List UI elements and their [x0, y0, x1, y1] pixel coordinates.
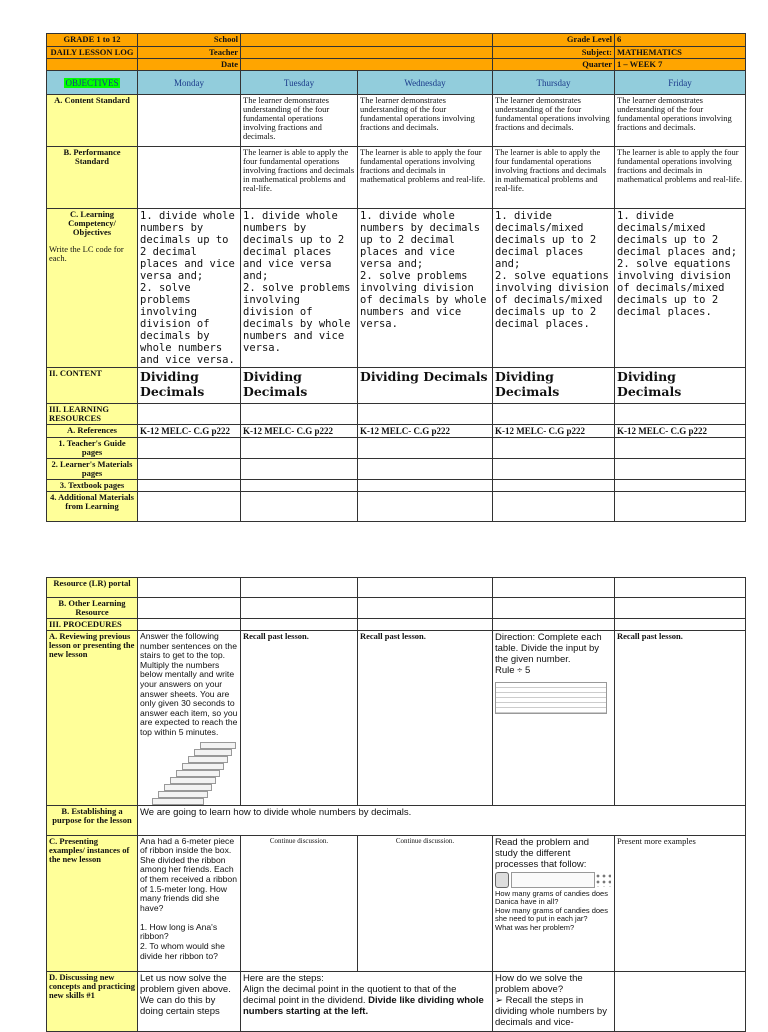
review-thu-cell	[493, 631, 615, 806]
day-thursday: Thursday	[493, 71, 615, 95]
review-fri: Recall past lesson.	[615, 631, 746, 806]
competency-label-cell	[47, 209, 138, 368]
performance-standard-fri: The learner is able to apply the four fundamental operations involving fractions and decimals in mathematical problems and real-life.	[615, 147, 746, 209]
content-wed: Dividing Decimals	[358, 368, 493, 404]
content-standard-label: A. Content Standard	[47, 95, 138, 147]
review-wed: Recall past lesson.	[358, 631, 493, 806]
content-standard-wed: The learner demonstrates understanding of the four fundamental operations involving fractions and decimals.	[358, 95, 493, 147]
examples-tue: Continue discussion.	[241, 835, 358, 971]
log-title: DAILY LESSON LOG	[47, 47, 138, 59]
lesson-log-table-bottom	[46, 577, 746, 1032]
procedures-label: III. PROCEDURES	[47, 619, 138, 631]
day-monday: Monday	[138, 71, 241, 95]
review-mon-cell	[138, 631, 241, 806]
performance-standard-label: B. Performance Standard	[47, 147, 138, 209]
lesson-log-table-top	[46, 33, 746, 522]
content-thu: Dividing Decimals	[493, 368, 615, 404]
content-fri: Dividing Decimals	[615, 368, 746, 404]
content-tue: Dividing Decimals	[241, 368, 358, 404]
discuss-tue-divide: Divide like dividing whole numbers starting at the left.	[243, 994, 484, 1017]
content-standard-thu: The learner demonstrates understanding of the four fundamental operations involving fractions and decimals.	[493, 95, 615, 147]
learners-materials-label: 2. Learner's Materials pages	[47, 459, 138, 480]
competency-mon: 1. divide whole numbers by decimals up to 2 decimal places and vice versa and; 2. solve problems involving division of decimals by whole numbers and vice versa.	[138, 209, 241, 368]
references-fri: K-12 MELC- C.G p222	[615, 425, 746, 438]
content-mon: Dividing Decimals	[138, 368, 241, 404]
other-resource-label: B. Other Learning Resource	[47, 598, 138, 619]
references-wed: K-12 MELC- C.G p222	[358, 425, 493, 438]
references-tue: K-12 MELC- C.G p222	[241, 425, 358, 438]
school-label: School	[138, 34, 241, 47]
examples-thu-questions: How many grams of candies does Danica have in all? How many grams of candies does she need to put in each jar? What was her problem?	[495, 888, 608, 932]
competency-thu: 1. divide decimals/mixed decimals up to 2 decimal places and; 2. solve equations involving division of decimals/mixed decimals up to 2 decimal places.	[493, 209, 615, 368]
discuss-tue-cell	[241, 971, 493, 1031]
grade-level-label: Grade Level	[493, 34, 615, 47]
stairs-image	[140, 742, 238, 804]
competency-tue: 1. divide whole numbers by decimals up to 2 decimal places and vice versa and; 2. solve problems involving division of decimals by whole numbers and vice versa.	[241, 209, 358, 368]
discuss-thu: How do we solve the problem above? ➢ Recall the steps in dividing whole numbers by decimals and vice-	[493, 971, 615, 1031]
subject-value: MATHEMATICS	[615, 47, 746, 59]
candy-problem-image	[495, 872, 612, 888]
references-thu: K-12 MELC- C.G p222	[493, 425, 615, 438]
objectives-heading: OBJECTIVES	[47, 71, 138, 95]
references-mon: K-12 MELC- C.G p222	[138, 425, 241, 438]
teacher-value[interactable]	[241, 47, 493, 59]
day-tuesday: Tuesday	[241, 71, 358, 95]
competency-fri: 1. divide decimals/mixed decimals up to 2 decimal places and; 2. solve equations involving division of decimals/mixed decimals up to 2 decimal places.	[615, 209, 746, 368]
content-label: II. CONTENT	[47, 368, 138, 404]
performance-standard-tue: The learner is able to apply the four fundamental operations involving fractions and decimals in mathematical problems and real-life.	[241, 147, 358, 209]
learning-resources-label: III. LEARNING RESOURCES	[47, 404, 138, 425]
competency-wed: 1. divide whole numbers by decimals up to 2 decimal places and vice versa and; 2. solve problems involving division of decimals by whole numbers and vice versa.	[358, 209, 493, 368]
grade-range: GRADE 1 to 12	[47, 34, 138, 47]
competency-note: Write the LC code for each.	[49, 244, 124, 263]
examples-thu-intro: Read the problem and study the different processes that follow:	[495, 836, 590, 870]
review-label: A. Reviewing previous lesson or presenting the new lesson	[47, 631, 138, 806]
review-mon: Answer the following number sentences on the stairs to get to the top. Multiply the numbers below mentally and write your answers on your answer sheets. You are only given 30 seconds to answer each item, so you are expected to reach the top within 5 minutes.	[140, 631, 238, 737]
review-thu: Direction: Complete each table. Divide the input by the given number. Rule ÷ 5	[495, 632, 602, 676]
day-friday: Friday	[615, 71, 746, 95]
day-wednesday: Wednesday	[358, 71, 493, 95]
content-standard-tue: The learner demonstrates understanding of the four fundamental operations involving fractions and decimals.	[241, 95, 358, 147]
teacher-label: Teacher	[138, 47, 241, 59]
performance-standard-wed: The learner is able to apply the four fundamental operations involving fractions and decimals in mathematical problems and real-life.	[358, 147, 493, 209]
discuss-tue-steps: Here are the steps:	[243, 972, 324, 984]
purpose-text: We are going to learn how to divide whole numbers by decimals.	[138, 805, 746, 835]
subject-label: Subject:	[493, 47, 615, 59]
examples-label: C. Presenting examples/ instances of the new lesson	[47, 835, 138, 971]
discuss-tue-align: Align the decimal point in the quotient to that of the decimal point in the dividend.	[243, 983, 457, 1006]
purpose-label: B. Establishing a purpose for the lesson	[47, 805, 138, 835]
examples-thu-cell	[493, 835, 615, 971]
division-table-image	[495, 682, 607, 714]
date-value[interactable]	[241, 59, 493, 71]
examples-mon: Ana had a 6-meter piece of ribbon inside the box. She divided the ribbon among her friends. Each of them received a ribbon of 1.5-meter long. How many friends did she have? 1. How long is Ana's ribbon? 2. To whom would she divide her ribbon to?	[138, 835, 241, 971]
school-value[interactable]	[241, 34, 493, 47]
discuss-mon: Let us now solve the problem given above. We can do this by doing certain steps	[138, 971, 241, 1031]
discuss-label: D. Discussing new concepts and practicing new skills #1	[47, 971, 138, 1031]
performance-standard-thu: The learner is able to apply the four fundamental operations involving fractions and decimals in mathematical problems and real-life.	[493, 147, 615, 209]
grade-level-value: 6	[615, 34, 746, 47]
content-standard-fri: The learner demonstrates understanding of the four fundamental operations involving fractions and decimals.	[615, 95, 746, 147]
date-label: Date	[138, 59, 241, 71]
review-tue: Recall past lesson.	[241, 631, 358, 806]
additional-materials-label: 4. Additional Materials from Learning	[47, 492, 138, 522]
teachers-guide-label: 1. Teacher's Guide pages	[47, 438, 138, 459]
quarter-label: Quarter	[493, 59, 615, 71]
examples-fri: Present more examples	[615, 835, 746, 971]
examples-wed: Continue discussion.	[358, 835, 493, 971]
references-label: A. References	[47, 425, 138, 438]
competency-label: C. Learning Competency/ Objectives	[68, 209, 116, 237]
textbook-label: 3. Textbook pages	[47, 480, 138, 492]
lr-portal-label: Resource (LR) portal	[47, 578, 138, 598]
quarter-value: 1 – WEEK 7	[615, 59, 746, 71]
